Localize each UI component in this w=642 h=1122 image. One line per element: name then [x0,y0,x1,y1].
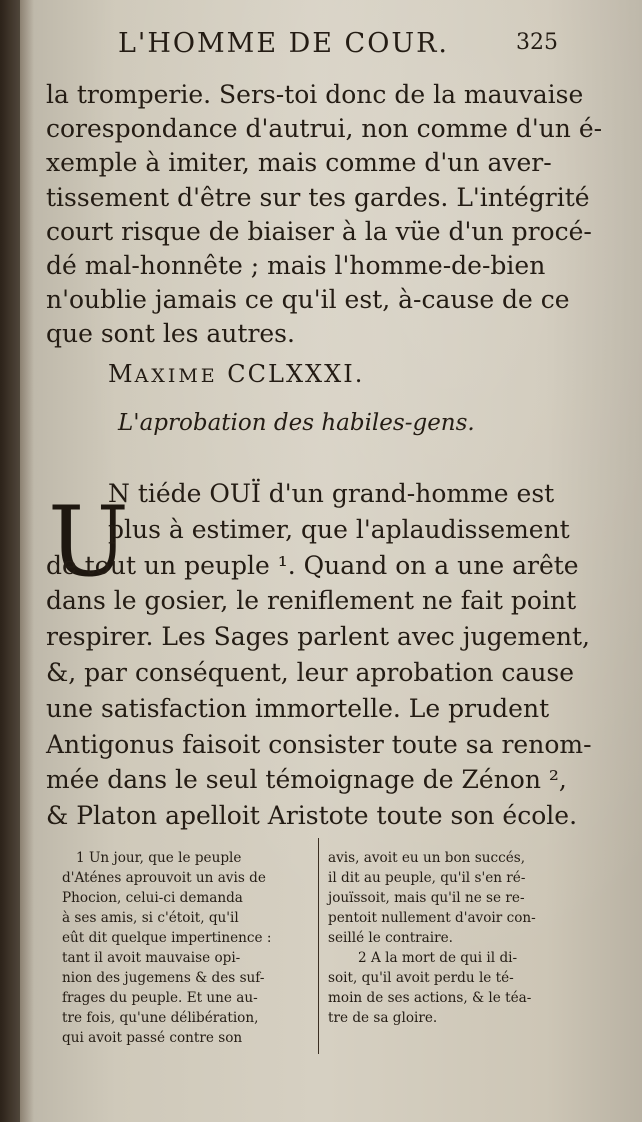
footnote-line: à ses amis, si c'étoit, qu'il [62,910,239,926]
text-line: la tromperie. Sers-toi donc de la mauvaise [46,80,584,109]
footnote-line: nion des jugemens & des suf- [62,970,265,986]
maxim-heading-small: AXIME [134,365,218,387]
footnote-line: moin de ses actions, & le téa- [328,990,532,1006]
continued-text [46,78,603,352]
footnote-line: 1 Un jour, que le peuple [76,850,242,866]
maxim-heading-cap: M [108,360,135,388]
paragraph-line: mée dans le seul témoignage de Zénon ², [46,765,567,795]
page-number: 325 [516,30,558,55]
drop-cap: U [48,486,129,598]
text-line: que sont les autres. [46,319,295,349]
footnote-line: tre de sa gloire. [328,1010,438,1026]
paragraph-line: Antigonus faisoit consister toute sa renom- [46,729,592,759]
paragraph-line: & Platon apelloit Aristote toute son école. [46,801,578,831]
paragraph-line: une satisfaction immortelle. Le prudent [46,693,550,723]
paragraph-line: respirer. Les Sages parlent avec jugement, [46,622,590,652]
footnote-line: avis, avoit eu un bon succés, [328,850,526,866]
footnote-line: 2 A la mort de qui il di- [358,950,518,966]
running-title: L'HOMME DE COUR. [118,28,450,59]
text-line: tissement d'être sur tes gardes. L'intégrité [46,182,590,212]
footnote-line: tant il avoit mauvaise opi- [62,950,241,966]
text-line: dé mal-honnête ; mais l'homme-de-bien [46,251,546,281]
text-line: court risque de biaiser à la vüe d'un procé- [46,216,592,246]
footnotes-left-column [62,848,314,1048]
maxim-subtitle: L'aprobation des habiles-gens. [118,410,475,436]
text-line: xemple à imiter, mais comme d'un aver- [46,148,552,178]
footnote-line: tre fois, qu'une délibération, [62,1010,259,1026]
paragraph-line: &, par conséquent, leur aprobation cause [46,657,575,687]
footnote-line: d'Aténes aprouvoit un avis de [62,870,266,886]
footnote-line: eût dit quelque impertinence : [62,930,272,946]
footnote-line: qui avoit passé contre son [62,1030,243,1046]
maxim-number: CCLXXXI. [227,360,365,388]
footnote-line: il dit au peuple, qu'il s'en ré- [328,870,526,886]
footnotes-right-column [328,848,598,1028]
paragraph-line: plus à estimer, que l'aplaudissement [108,514,570,544]
text-line: corespondance d'autrui, non comme d'un é- [46,114,603,144]
maxim-paragraph [46,476,594,834]
footnote-line: jouïssoit, mais qu'il ne se re- [328,890,525,906]
footnote-line: Phocion, celui-ci demanda [62,890,243,906]
paragraph-line: N tiéde OUÏ d'un grand-homme est [108,479,555,508]
footnote-line: seillé le contraire. [328,930,453,946]
footnote-column-divider [318,838,319,1054]
text-line: n'oublie jamais ce qu'il est, à-cause de ce [46,285,570,315]
paragraph-line: de tout un peuple ¹. Quand on a une arête [46,550,579,580]
paragraph-line: dans le gosier, le reniflement ne fait point [46,586,577,616]
footnote-line: frages du peuple. Et une au- [62,990,258,1006]
footnote-line: soit, qu'il avoit perdu le té- [328,970,514,986]
maxim-heading [108,360,528,388]
footnote-line: pentoit nullement d'avoir con- [328,910,536,926]
binding-shadow [0,0,20,1122]
